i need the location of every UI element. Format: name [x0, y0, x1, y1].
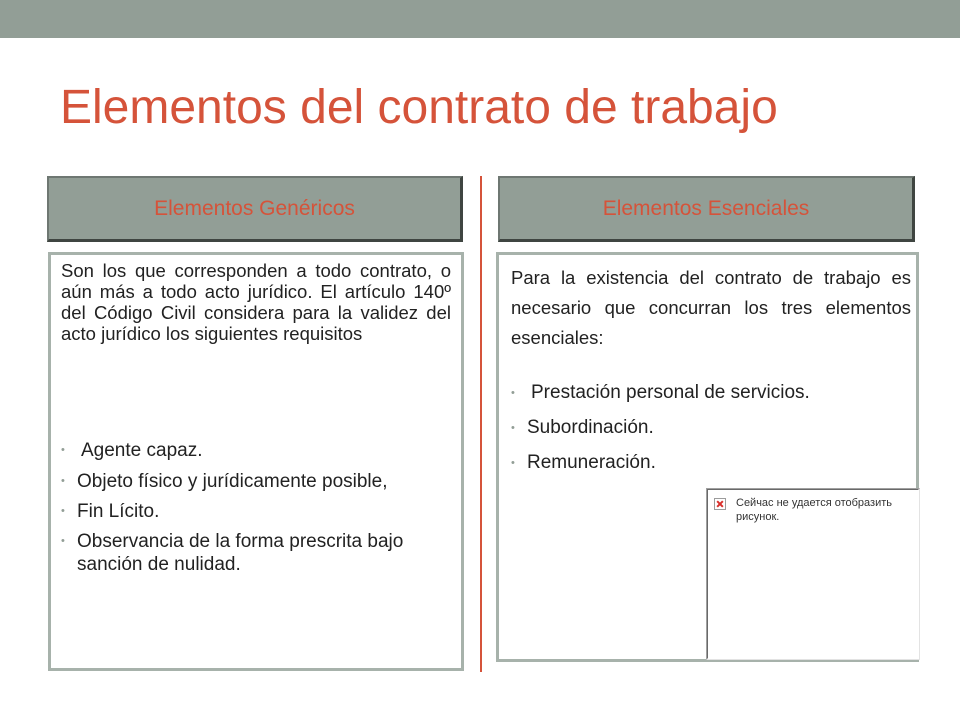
list-item [61, 439, 441, 462]
esenciales-paragraph: Para la existencia del contrato de trabajo es necesario que concurran los tres elementos esenciales: [511, 267, 911, 348]
bullet-dot-icon: • [61, 505, 65, 517]
bullet-dot-icon: • [511, 422, 515, 434]
bullet-dot-icon: • [61, 444, 65, 456]
broken-image-message: Сейчас не удается отобразить рисунок. [736, 497, 892, 523]
list-item-text: Agente capaz. [81, 440, 203, 461]
list-item [61, 500, 441, 523]
list-item-text: Prestación personal de servicios. [531, 382, 810, 403]
header-elementos-genericos [47, 176, 463, 242]
bullet-dot-icon: • [511, 387, 515, 399]
column-divider [480, 176, 482, 672]
esenciales-list [511, 381, 911, 486]
genericos-paragraph: Son los que corresponden a todo contrato, o aún más a todo acto jurídico. El artículo 140º del Código Civil considera para la validez del acto jurídico los siguientes requisitos [61, 260, 451, 344]
panel-elementos-genericos [48, 252, 464, 671]
header-label-genericos: Elementos Genéricos [154, 196, 355, 220]
list-item-text: Subordinación. [527, 417, 654, 438]
list-item [511, 381, 911, 405]
header-label-esenciales: Elementos Esenciales [602, 196, 810, 220]
list-item-text: Objeto físico y jurídicamente posible, [77, 471, 388, 492]
top-decor-bar [0, 0, 960, 38]
list-item [511, 416, 911, 440]
slide-title: Elementos del contrato de trabajo [60, 81, 778, 134]
list-item-text: Observancia de la forma prescrita bajo sanción de nulidad. [77, 531, 404, 575]
genericos-list [61, 439, 441, 583]
list-item [61, 470, 441, 493]
list-item-text: Fin Lícito. [77, 501, 160, 522]
header-elementos-esenciales [498, 176, 915, 242]
list-item [511, 451, 911, 475]
list-item [61, 530, 441, 576]
bullet-dot-icon: • [61, 475, 65, 487]
broken-image-icon [714, 498, 726, 510]
bullet-dot-icon: • [61, 535, 65, 547]
list-item-text: Remuneración. [527, 452, 656, 473]
bullet-dot-icon: • [511, 457, 515, 469]
broken-image-frame [707, 489, 919, 659]
broken-image-placeholder [706, 488, 920, 660]
